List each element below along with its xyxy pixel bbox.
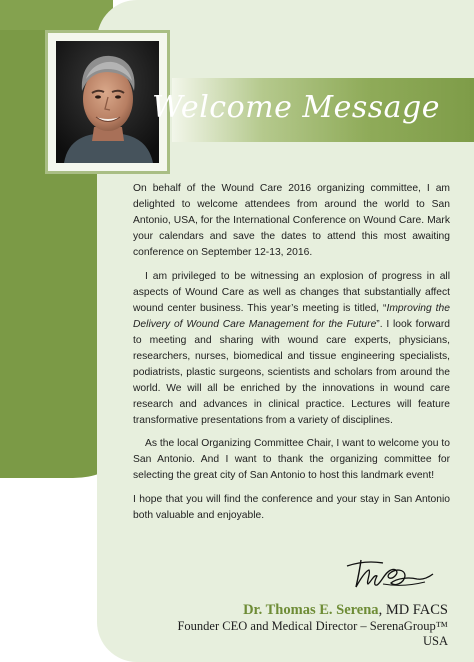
letter-paragraph-2-start: I am privileged to be witnessing an explosion of progress in all aspects of Wound Care as well as changes that substantially affect wound center business. This year’s meeting is titled, “	[133, 270, 450, 314]
letter-paragraph-2-end: ”. I look forward to meeting and sharing with wound care experts, physicians, researchers, nurses, biomedical and tissue engineering specialists, podiatrists, plastic surgeons, scientists and scholars from around the world. We will all be enriched by the innovations in wound care research and advances in clinical practice. Lectures will feature transformative presentations from a variety of disciplines.	[133, 318, 450, 426]
left-green-band-top	[0, 0, 113, 30]
signatory-country: USA	[422, 634, 448, 648]
signatory-name-line	[177, 601, 448, 619]
signatory-name: Dr. Thomas E. Serena	[243, 602, 379, 618]
handwritten-signature	[345, 556, 435, 592]
closing-block	[177, 601, 448, 649]
banner-title: Welcome Message	[152, 90, 440, 125]
letter-paragraph-1: On behalf of the Wound Care 2016 organizing committee, I am delighted to welcome attendees from around the world to San Antonio, USA, for the International Conference on Wound Care. Mark your calendars and save the dates to attend this most awaiting conference on September 12-13, 2016.	[133, 183, 450, 258]
letter-paragraph-3: As the local Organizing Committee Chair, I want to welcome you to San Antonio. And I want to thank the organizing committee for selecting the great city of San Antonio to host this landmark event!	[133, 438, 450, 481]
portrait-image	[56, 41, 159, 163]
letter-paragraph-2	[133, 269, 450, 429]
title-banner	[152, 78, 474, 142]
portrait-photo	[56, 41, 159, 163]
signatory-credentials: , MD FACS	[378, 602, 448, 618]
letter-body	[133, 181, 450, 531]
meeting-title: Improving the Delivery of Wound Care Management for the Future	[133, 302, 450, 330]
signatory-title: Founder CEO and Medical Director – SerenaGroup™	[177, 619, 448, 633]
letter-paragraph-4: I hope that you will find the conference and your stay in San Antonio both valuable and enjoyable.	[133, 493, 450, 521]
